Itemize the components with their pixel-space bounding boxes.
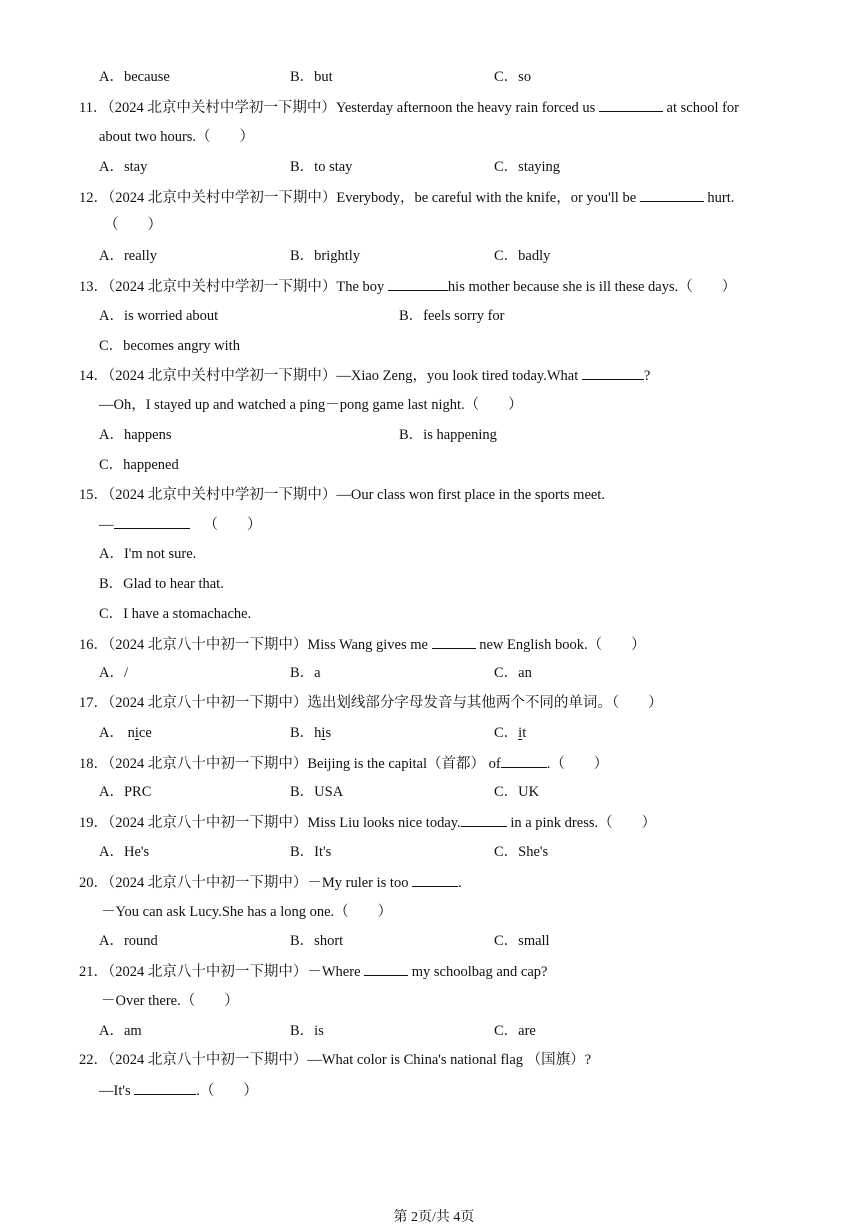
page-footer: 第 2页/共 4页 [393, 1210, 475, 1225]
q12-stem [79, 188, 734, 207]
q15-continuation [99, 515, 262, 534]
q14-option-c: C．happened [99, 457, 179, 473]
q13-option-a: A．is worried about [99, 308, 219, 324]
q21-continuation: －Over there.（ ） [101, 993, 239, 1009]
q11-continuation: about two hours.（ ） [99, 129, 255, 145]
q18-option-c: C．UK [494, 784, 540, 800]
q14-option-b: B．is happening [399, 427, 497, 443]
q18-blank [501, 754, 547, 768]
q19-option-b: B．It's [290, 844, 332, 860]
q13-text-post: his mother because she is ill these days.（ ） [447, 279, 737, 295]
q22-stem: 22．（2024 北京八十中初一下期中）—What color is China's national flag （国旗）? [79, 1052, 592, 1068]
q19-option-a: A．He's [99, 844, 150, 860]
q18-option-b: B．USA [290, 784, 344, 800]
q17-option-a-pre: A． n [99, 725, 135, 741]
q12-option-b: B．brightly [290, 248, 361, 264]
q17-option-a-post: ce [138, 725, 152, 741]
q17-option-c-underlined: i [518, 725, 523, 741]
q11-stem [79, 98, 739, 117]
q19-text-post: in a pink dress.（ ） [506, 815, 657, 831]
q13-text-pre: 13．（2024 北京中关村中学初一下期中）The boy [79, 279, 388, 295]
q15-paren: （ ） [203, 517, 262, 533]
q17-option-b-pre: B．h [290, 725, 322, 741]
q14-option-a: A．happens [99, 427, 172, 443]
q13-blank [388, 277, 448, 291]
q13-option-c: C．becomes angry with [99, 338, 240, 354]
q17-stem: 17．（2024 北京八十中初一下期中）选出划线部分字母发音与其他两个不同的单词。（ ） [79, 695, 663, 711]
q22-continuation [99, 1081, 258, 1100]
q14-text-pre: 14．（2024 北京中关村中学初一下期中）—Xiao Zeng，you look tired today.What [79, 368, 582, 384]
q10-option-a: A．because [99, 69, 170, 85]
q17-option-b [290, 724, 331, 742]
q20-continuation: －You can ask Lucy.She has a long one.（ ） [101, 904, 393, 920]
q20-option-c: C．small [494, 933, 550, 949]
q22-blank [134, 1081, 196, 1095]
q12-text-post: hurt. [703, 190, 735, 206]
q16-option-a: A．/ [99, 665, 128, 681]
q10-option-c: C．so [494, 69, 532, 85]
q16-option-c: C．an [494, 665, 532, 681]
q15-blank [114, 515, 190, 529]
q18-text-pre: 18．（2024 北京八十中初一下期中）Beijing is the capital（首都） of [79, 756, 501, 772]
q16-option-b: B．a [290, 665, 321, 681]
q20-text-post: . [458, 875, 462, 891]
q21-text-pre: 21．（2024 北京八十中初一下期中）－Where [79, 964, 365, 980]
q19-option-c: C．She's [494, 844, 549, 860]
q12-blank [640, 188, 704, 202]
q21-stem [79, 962, 547, 981]
q12-text-pre: 12．（2024 北京中关村中学初一下期中）Everybody，be careful with the knife，or you'll be [79, 190, 640, 206]
q11-blank [599, 98, 663, 112]
q13-option-b: B．feels sorry for [399, 308, 505, 324]
q12-continuation: （ ） [104, 217, 162, 233]
q21-option-c: C．are [494, 1023, 536, 1039]
q17-option-a [99, 724, 152, 742]
q10-option-b: B．but [290, 69, 333, 85]
q11-option-b: B．to stay [290, 159, 353, 175]
q15-option-a: A．I'm not sure. [99, 546, 197, 562]
q20-text-pre: 20．（2024 北京八十中初一下期中）－My ruler is too [79, 875, 413, 891]
q16-blank [432, 635, 476, 649]
q18-option-a: A．PRC [99, 784, 152, 800]
q11-text-pre: 11．（2024 北京中关村中学初一下期中）Yesterday afternoon the heavy rain forced us [79, 100, 599, 116]
q22-text-pre: —It's [99, 1083, 135, 1099]
q11-option-c: C．staying [494, 159, 561, 175]
q14-stem [79, 366, 650, 385]
q15-option-b: B．Glad to hear that. [99, 576, 224, 592]
q14-continuation: —Oh，I stayed up and watched a ping－pong game last night.（ ） [99, 397, 523, 413]
q11-option-a: A．stay [99, 159, 148, 175]
q17-option-c-post: t [522, 725, 527, 741]
q21-text-post: my schoolbag and cap? [408, 964, 548, 980]
q15-stem: 15．（2024 北京中关村中学初一下期中）—Our class won first place in the sports meet. [79, 487, 605, 503]
q17-option-c-pre: C． [494, 725, 519, 741]
q17-option-b-underlined: i [321, 725, 326, 741]
q20-option-b: B．short [290, 933, 344, 949]
q18-text-post: .（ ） [546, 756, 609, 772]
q17-option-b-post: s [325, 725, 332, 741]
q22-text-post: .（ ） [196, 1083, 258, 1099]
q11-text-post: at school for [662, 100, 740, 116]
q20-stem [79, 873, 462, 892]
q19-blank [461, 813, 507, 827]
q21-option-a: A．am [99, 1023, 142, 1039]
q20-blank [412, 873, 458, 887]
q16-text-pre: 16．（2024 北京八十中初一下期中）Miss Wang gives me [79, 637, 432, 653]
q15-dash: — [99, 517, 114, 533]
q20-option-a: A．round [99, 933, 158, 949]
q12-option-a: A．really [99, 248, 157, 264]
q16-stem [79, 635, 646, 654]
q17-option-c [494, 724, 526, 742]
q19-text-pre: 19．（2024 北京八十中初一下期中）Miss Liu looks nice today. [79, 815, 461, 831]
q14-blank [582, 366, 644, 380]
q12-option-c: C．badly [494, 248, 551, 264]
q21-option-b: B．is [290, 1023, 324, 1039]
q14-text-post: ? [643, 368, 651, 384]
q16-text-post: new English book.（ ） [475, 637, 646, 653]
q15-option-c: C．I have a stomachache. [99, 606, 252, 622]
q13-stem [79, 277, 736, 296]
q18-stem [79, 754, 608, 773]
q19-stem [79, 813, 656, 832]
q17-option-a-underlined: i [134, 725, 139, 741]
q21-blank [364, 962, 408, 976]
